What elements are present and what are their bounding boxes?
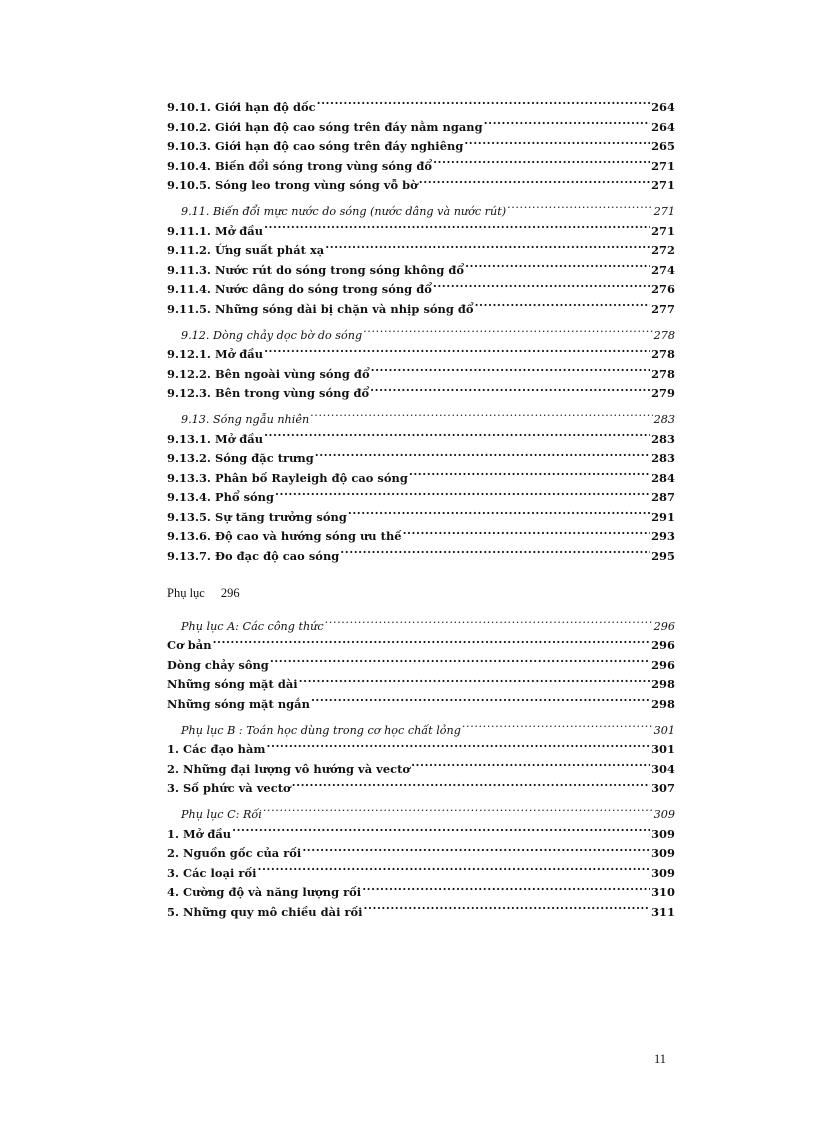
- appendix-list: [167, 617, 675, 923]
- dot-leader: [475, 302, 650, 313]
- toc-group-9-12: [167, 326, 675, 404]
- toc-entry[interactable]: Dòng chảy sông ..... 296: [167, 656, 675, 676]
- dot-leader: [464, 139, 650, 150]
- toc-entry[interactable]: 9.12.3. Bên trong vùng sóng đổ ..... 279: [167, 384, 675, 404]
- toc-entry[interactable]: 4. Cường độ và năng lượng rối ..... 310: [167, 883, 675, 903]
- dot-leader: [362, 885, 650, 896]
- dot-leader: [371, 366, 650, 377]
- toc-entry[interactable]: 9.13.3. Phân bố Rayleigh độ cao sóng ..... 284: [167, 469, 675, 489]
- toc-entry[interactable]: 3. Các loại rối ..... 309: [167, 864, 675, 884]
- toc-entry[interactable]: 9.12.2. Bên ngoài vùng sóng đổ ..... 278: [167, 365, 675, 385]
- toc-entry[interactable]: 9.11.2. Ứng suất phát xạ ..... 272: [167, 241, 675, 261]
- dot-leader: [462, 722, 653, 733]
- toc-section-heading[interactable]: Phụ lục B : Toán học dùng trong cơ học chất lỏng ..... 301: [167, 721, 675, 741]
- dot-leader: [433, 158, 650, 169]
- toc-entry[interactable]: 9.13.7. Đo đạc độ cao sóng ..... 295: [167, 547, 675, 567]
- toc-entry[interactable]: 1. Mở đầu ..... 309: [167, 825, 675, 845]
- dot-leader: [311, 697, 650, 708]
- toc-entry[interactable]: 9.13.5. Sự tăng trưởng sóng ..... 291: [167, 508, 675, 528]
- dot-leader: [317, 100, 650, 111]
- toc-entry[interactable]: 9.13.2. Sóng đặc trưng ..... 283: [167, 449, 675, 469]
- dot-leader: [403, 529, 650, 540]
- table-of-contents: [167, 98, 675, 923]
- toc-group-9-11: [167, 202, 675, 320]
- dot-leader: [302, 846, 650, 857]
- dot-leader: [310, 412, 652, 423]
- dot-leader: [264, 431, 650, 442]
- dot-leader: [465, 262, 650, 273]
- toc-section-heading[interactable]: 9.12. Dòng chảy dọc bờ do sóng ..... 278: [167, 326, 675, 346]
- toc-entry[interactable]: 9.13.1. Mở đầu ..... 283: [167, 430, 675, 450]
- toc-entry[interactable]: 5. Những quy mô chiều dài rối ..... 311: [167, 903, 675, 923]
- dot-leader: [363, 327, 653, 338]
- dot-leader: [263, 807, 653, 818]
- toc-entry[interactable]: 9.11.4. Nước dâng do sóng trong sóng đổ ..... 276: [167, 280, 675, 300]
- toc-group-9-10: [167, 98, 675, 196]
- toc-entry[interactable]: 2. Những đại lượng vô hướng và vectơ ..... 304: [167, 760, 675, 780]
- dot-leader: [348, 509, 650, 520]
- appendix-label: Phụ lục: [167, 585, 205, 600]
- dot-leader: [299, 677, 650, 688]
- toc-section-heading[interactable]: 9.11. Biến đổi mực nước do sóng (nước dâng và nước rút) ..... 271: [167, 202, 675, 222]
- toc-entry[interactable]: Cơ bản ..... 296: [167, 636, 675, 656]
- toc-entry[interactable]: 9.12.1. Mở đầu ..... 278: [167, 345, 675, 365]
- dot-leader: [315, 451, 650, 462]
- dot-leader: [213, 638, 651, 649]
- dot-leader: [484, 119, 650, 130]
- toc-entry[interactable]: Những sóng mặt ngắn ..... 298: [167, 695, 675, 715]
- toc-entry[interactable]: 9.10.5. Sóng leo trong vùng sóng vỗ bờ ..... 271: [167, 176, 675, 196]
- toc-entry[interactable]: 1. Các đạo hàm ..... 301: [167, 740, 675, 760]
- toc-group-appendix-a: [167, 617, 675, 715]
- appendix-heading[interactable]: [167, 583, 675, 603]
- toc-group-9-13: [167, 410, 675, 567]
- toc-entry[interactable]: Những sóng mặt dài ..... 298: [167, 675, 675, 695]
- toc-section-heading[interactable]: Phụ lục A: Các công thức ..... 296: [167, 617, 675, 637]
- dot-leader: [275, 490, 650, 501]
- dot-leader: [409, 470, 650, 481]
- dot-leader: [433, 282, 650, 293]
- dot-leader: [325, 243, 650, 254]
- toc-entry[interactable]: 9.13.4. Phổ sóng ..... 287: [167, 488, 675, 508]
- dot-leader: [411, 761, 650, 772]
- dot-leader: [264, 347, 650, 358]
- dot-leader: [292, 781, 650, 792]
- dot-leader: [232, 826, 650, 837]
- toc-group-appendix-c: [167, 805, 675, 923]
- toc-section-heading[interactable]: Phụ lục C: Rối ..... 309: [167, 805, 675, 825]
- toc-entry[interactable]: 9.11.3. Nước rút do sóng trong sóng không đổ ..... 274: [167, 261, 675, 281]
- dot-leader: [364, 905, 651, 916]
- toc-entry[interactable]: 9.10.2. Giới hạn độ cao sóng trên đáy nằm ngang ..... 264: [167, 118, 675, 138]
- dot-leader: [325, 618, 653, 629]
- appendix-page: 296: [220, 585, 240, 600]
- toc-entry[interactable]: 2. Nguồn gốc của rối ..... 309: [167, 844, 675, 864]
- toc-entry[interactable]: 9.10.1. Giới hạn độ dốc ..... 264: [167, 98, 675, 118]
- dot-leader: [340, 549, 650, 560]
- toc-entry[interactable]: 3. Số phức và vectơ ..... 307: [167, 779, 675, 799]
- toc-entry[interactable]: 9.11.1. Mở đầu ..... 271: [167, 222, 675, 242]
- dot-leader: [370, 386, 650, 397]
- dot-leader: [267, 742, 651, 753]
- toc-group-appendix-b: [167, 721, 675, 799]
- toc-section-heading[interactable]: 9.13. Sóng ngẫu nhiên ..... 283: [167, 410, 675, 430]
- toc-entry[interactable]: 9.10.3. Giới hạn độ cao sóng trên đáy nghiêng ..... 265: [167, 137, 675, 157]
- toc-entry[interactable]: 9.13.6. Độ cao và hướng sóng ưu thế ..... 293: [167, 527, 675, 547]
- dot-leader: [257, 865, 650, 876]
- dot-leader: [507, 204, 653, 215]
- toc-entry[interactable]: 9.11.5. Những sóng dài bị chặn và nhịp sóng đổ ..... 277: [167, 300, 675, 320]
- dot-leader: [419, 178, 650, 189]
- page-number: 11: [654, 1052, 667, 1066]
- dot-leader: [264, 223, 650, 234]
- dot-leader: [270, 657, 650, 668]
- toc-entry[interactable]: 9.10.4. Biến đổi sóng trong vùng sóng đổ ..... 271: [167, 157, 675, 177]
